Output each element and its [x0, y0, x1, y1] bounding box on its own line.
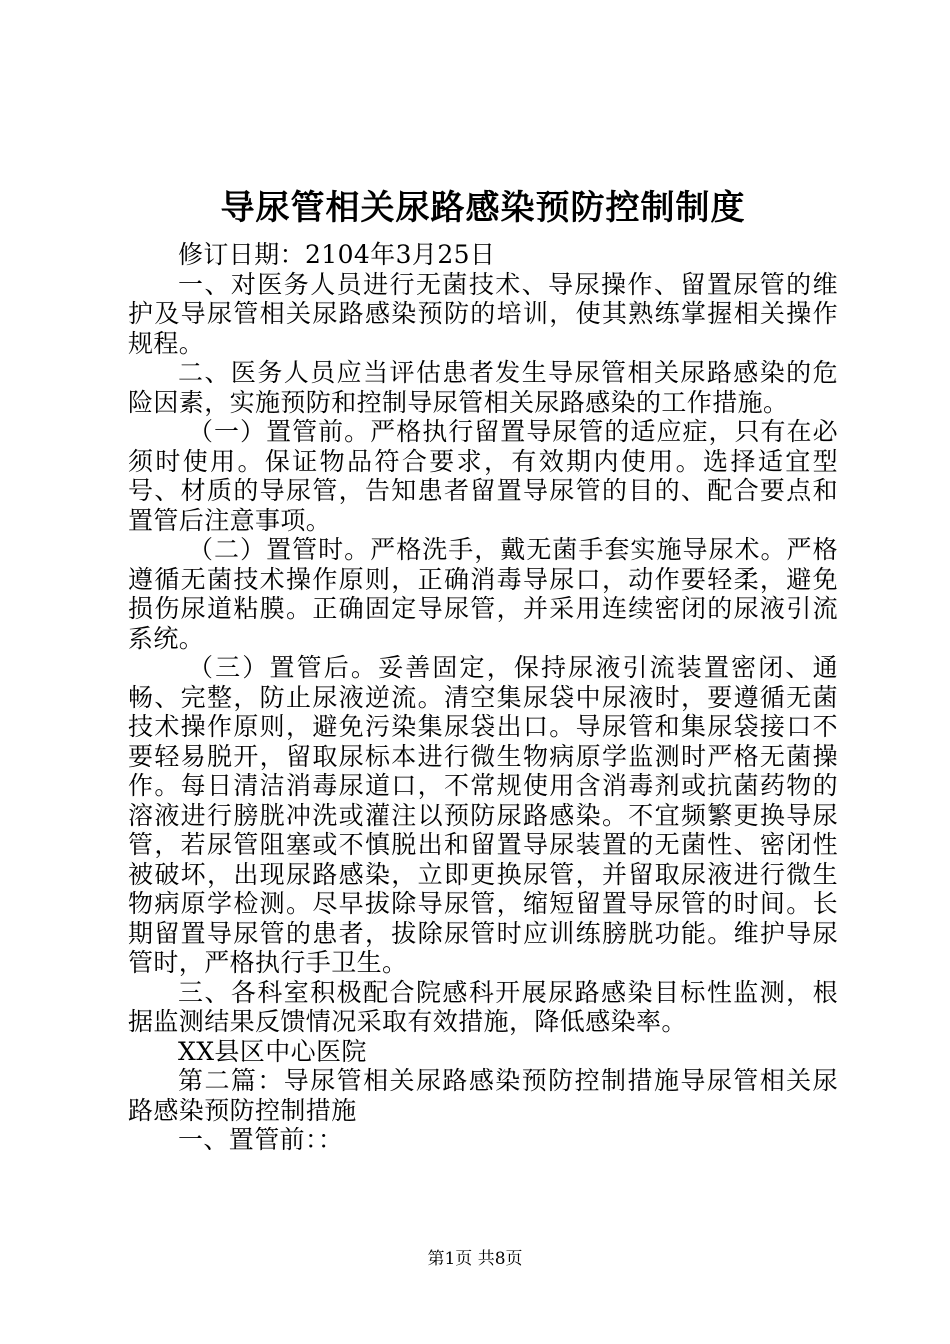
paragraph-2: 二、医务人员应当评估患者发生导尿管相关尿路感染的危险因素，实施预防和控制导尿管相关尿路感染的工作措施。 [128, 358, 838, 417]
document-title: 导尿管相关尿路感染预防控制制度 [220, 188, 746, 228]
paragraph-during-insertion: （二）置管时。严格洗手，戴无菌手套实施导尿术。严格遵循无菌技术操作原则，正确消毒导尿口，动作要轻柔，避免损伤尿道粘膜。正确固定导尿管，并采用连续密闭的尿液引流系统。 [128, 535, 838, 653]
page-footer: 第1页 共8页 [427, 1249, 523, 1269]
paragraph-before-insertion: （一）置管前。严格执行留置导尿管的适应症，只有在必须时使用。保证物品符合要求，有效期内使用。选择适宜型号、材质的导尿管，告知患者留置导尿管的目的、配合要点和置管后注意事项。 [128, 417, 838, 535]
paragraph-3: 三、各科室积极配合院感科开展尿路感染目标性监测，根据监测结果反馈情况采取有效措施，降低感染率。 [128, 977, 838, 1036]
revision-date: 修订日期：2104年3月25日 [178, 240, 496, 269]
section-two-item-1: 一、置管前：： [178, 1125, 344, 1154]
document-body [128, 182, 838, 1155]
paragraph-after-insertion: （三）置管后。妥善固定，保持尿液引流装置密闭、通畅、完整，防止尿液逆流。清空集尿袋中尿液时，要遵循无菌技术操作原则，避免污染集尿袋出口。导尿管和集尿袋接口不要轻易脱开，留取尿标本进行微生物病原学监测时严格无菌操作。每日清洁消毒尿道口，不常规使用含消毒剂或抗菌药物的溶液进行膀胱冲洗或灌注以预防尿路感染。不宜频繁更换导尿管，若尿管阻塞或不慎脱出和留置导尿装置的无菌性、密闭性被破坏，出现尿路感染，立即更换尿管，并留取尿液进行微生物病原学检测。尽早拔除导尿管，缩短留置导尿管的时间。长期留置导尿管的患者，拔除尿管时应训练膀胱功能。维护导尿管时，严格执行手卫生。 [128, 653, 838, 977]
paragraph-1: 一、对医务人员进行无菌技术、导尿操作、留置尿管的维护及导尿管相关尿路感染预防的培训，使其熟练掌握相关操作规程。 [128, 269, 838, 358]
section-two-heading: 第二篇：导尿管相关尿路感染预防控制措施导尿管相关尿路感染预防控制措施 [128, 1066, 838, 1125]
hospital-name: XX县区中心医院 [178, 1036, 367, 1066]
